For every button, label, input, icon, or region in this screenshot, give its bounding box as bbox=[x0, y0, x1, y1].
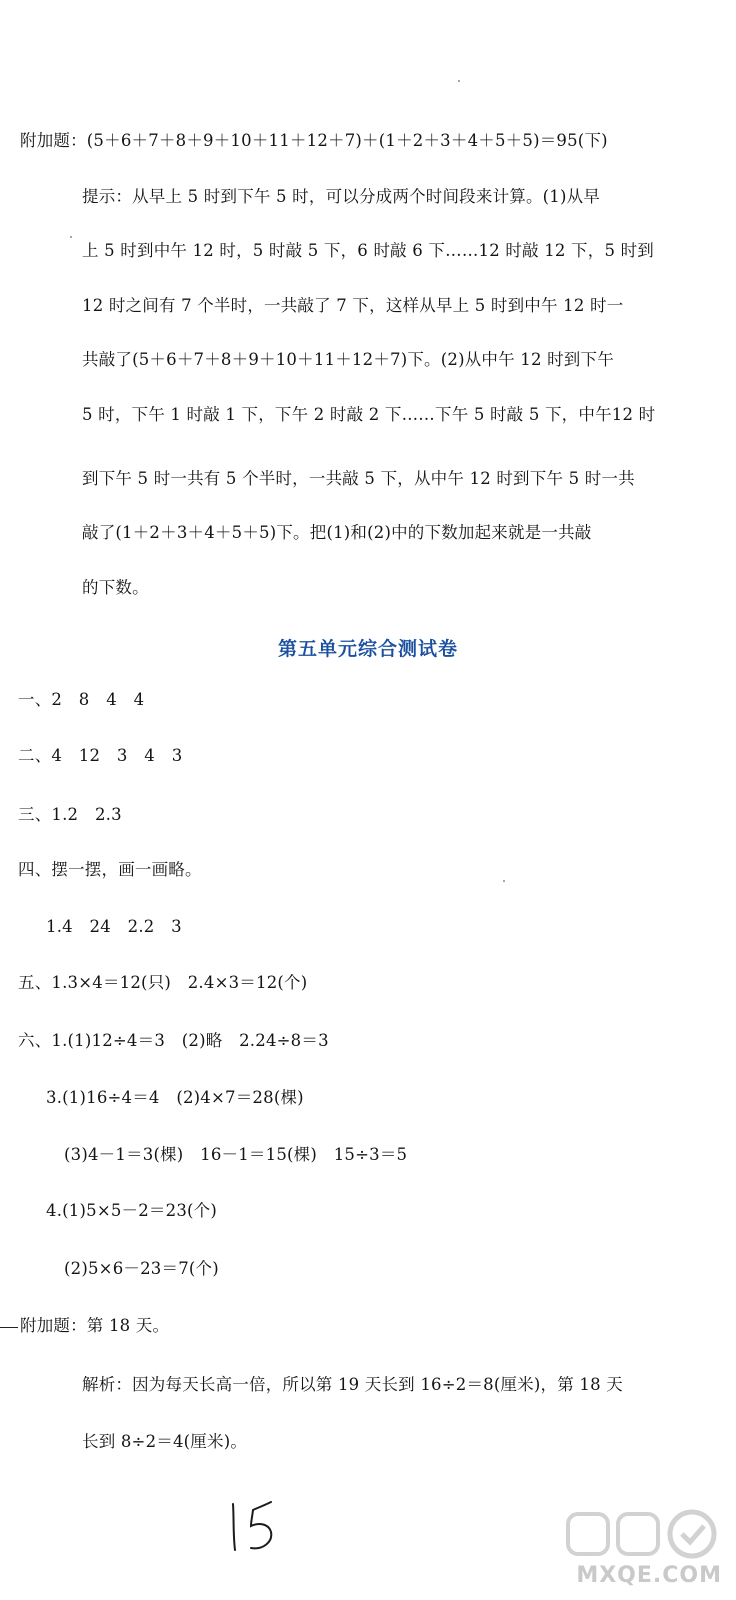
hint-line: 共敲了(5＋6＋7＋8＋9＋10＋11＋12＋7)下。(2)从中午 12 时到下午 bbox=[82, 350, 614, 369]
hint-line: 敲了(1＋2＋3＋4＋5＋5)下。把(1)和(2)中的下数加起来就是一共敲 bbox=[82, 523, 592, 542]
answer-q6-4b: (2)5×6－23＝7(个) bbox=[64, 1259, 219, 1278]
answer-q2: 二、4 12 3 4 3 bbox=[18, 746, 183, 765]
extra-question-answer: 附加题：(5＋6＋7＋8＋9＋10＋11＋12＋7)＋(1＋2＋3＋4＋5＋5)＝95(下) bbox=[20, 131, 608, 150]
scan-speck bbox=[70, 236, 72, 238]
answer-q4: 四、摆一摆，画一画略。 bbox=[18, 860, 202, 879]
answer-q6: 六、1.(1)12÷4＝3 (2)略 2.24÷8＝3 bbox=[18, 1031, 329, 1050]
handwritten-page-number bbox=[225, 1498, 285, 1560]
section-title: 第五单元综合测试卷 bbox=[277, 638, 458, 660]
answer-q5: 五、1.3×4＝12(只) 2.4×3＝12(个) bbox=[18, 973, 308, 992]
answer-circle-logo-icon bbox=[564, 1506, 724, 1562]
hint-line: 的下数。 bbox=[82, 578, 149, 597]
hint-line: 上 5 时到中午 12 时，5 时敲 5 下，6 时敲 6 下……12 时敲 12 下，5 时到 bbox=[82, 241, 655, 260]
watermark bbox=[558, 1506, 728, 1594]
hint-line: 提示：从早上 5 时到下午 5 时，可以分成两个时间段来计算。(1)从早 bbox=[82, 187, 601, 206]
hint-line: 到下午 5 时一共有 5 个半时，一共敲 5 下，从中午 12 时到下午 5 时一共 bbox=[82, 469, 635, 488]
answer-q1: 一、2 8 4 4 bbox=[18, 690, 145, 709]
answer-q6-4a: 4.(1)5×5－2＝23(个) bbox=[46, 1201, 218, 1220]
bonus-answer: 附加题：第 18 天。 bbox=[20, 1316, 170, 1335]
watermark-site: MXQE.COM bbox=[576, 1563, 722, 1588]
scan-speck bbox=[503, 880, 505, 882]
analysis-line: 长到 8÷2＝4(厘米)。 bbox=[82, 1432, 248, 1451]
analysis-line: 解析：因为每天长高一倍，所以第 19 天长到 16÷2＝8(厘米)，第 18 天 bbox=[82, 1375, 623, 1394]
hint-line: 5 时，下午 1 时敲 1 下，下午 2 时敲 2 下……下午 5 时敲 5 下，中午12 时 bbox=[82, 405, 656, 424]
answer-q6-3b: (3)4－1＝3(棵) 16－1＝15(棵) 15÷3＝5 bbox=[64, 1145, 408, 1164]
answer-q6-3a: 3.(1)16÷4＝4 (2)4×7＝28(棵) bbox=[46, 1088, 304, 1107]
handwritten-15-icon bbox=[225, 1498, 285, 1556]
margin-mark bbox=[0, 1327, 18, 1328]
hint-line: 12 时之间有 7 个半时，一共敲了 7 下，这样从早上 5 时到中午 12 时一 bbox=[82, 296, 624, 315]
answer-q4-sub: 1.4 24 2.2 3 bbox=[46, 917, 182, 936]
answer-q3: 三、1.2 2.3 bbox=[18, 805, 122, 824]
scan-speck bbox=[458, 80, 460, 82]
